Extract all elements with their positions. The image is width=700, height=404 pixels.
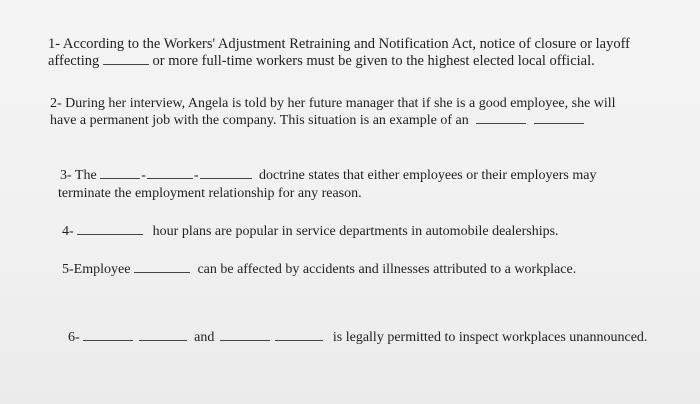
question-3-blank-2[interactable] (147, 177, 193, 179)
question-4-text-after: hour plans are popular in service departments in automobile dealerships. (152, 224, 559, 239)
question-6-line (68, 330, 647, 346)
question-1-line-1 (48, 36, 630, 52)
question-3-line-1 (60, 168, 596, 184)
question-2-line-2 (50, 113, 584, 129)
question-3-blank-1[interactable] (100, 177, 140, 179)
question-2-number: 2- (50, 96, 62, 111)
question-2-blank-1[interactable] (476, 122, 526, 124)
question-6-blank-4[interactable] (275, 339, 323, 341)
question-2-text-2: have a permanent job with the company. This situation is an example of an (50, 113, 469, 128)
question-1-number: 1- (48, 36, 61, 52)
question-6-text-after: is legally permitted to inspect workplaces unannounced. (332, 330, 648, 345)
question-6-blank-1[interactable] (83, 339, 133, 341)
question-1-text: According to the Workers' Adjustment Retraining and Notification Act, notice of closure or layoff (62, 36, 631, 52)
question-2-blank-2[interactable] (534, 122, 584, 124)
question-3-dash-2: - (193, 168, 199, 183)
question-6-blank-2[interactable] (139, 339, 187, 341)
question-5-employee: Employee (73, 262, 131, 277)
question-2-text-1: During her interview, Angela is told by her future manager that if she is a good employee, she will (65, 96, 616, 111)
question-6-and: and (194, 330, 215, 345)
question-2-line-1 (50, 96, 616, 112)
question-6-number: 6- (68, 330, 80, 345)
question-5-number: 5- (62, 262, 74, 277)
question-3-text-after: doctrine states that either employees or their employers may (259, 168, 597, 183)
question-5-line (62, 262, 576, 278)
question-4-number: 4- (62, 224, 74, 239)
question-1-blank[interactable] (103, 63, 149, 65)
question-1-text-after: or more full-time workers must be given to the highest elected local official. (152, 53, 595, 69)
question-5-blank[interactable] (134, 271, 190, 273)
question-3-number: 3- (60, 168, 72, 183)
question-3-blank-3[interactable] (200, 177, 252, 179)
question-3-text-2: terminate the employment relationship for any reason. (58, 186, 362, 201)
question-5-text-after: can be affected by accidents and illnesses attributed to a workplace. (197, 262, 577, 277)
question-1-affecting: affecting (48, 53, 100, 69)
question-4-blank[interactable] (77, 233, 143, 235)
question-3-dash-1: - (141, 168, 146, 183)
question-3-the: The (74, 168, 97, 183)
question-3-line-2 (58, 186, 362, 202)
question-4-line (62, 224, 559, 240)
question-1-line-2 (48, 53, 595, 69)
question-6-blank-3[interactable] (220, 339, 270, 341)
